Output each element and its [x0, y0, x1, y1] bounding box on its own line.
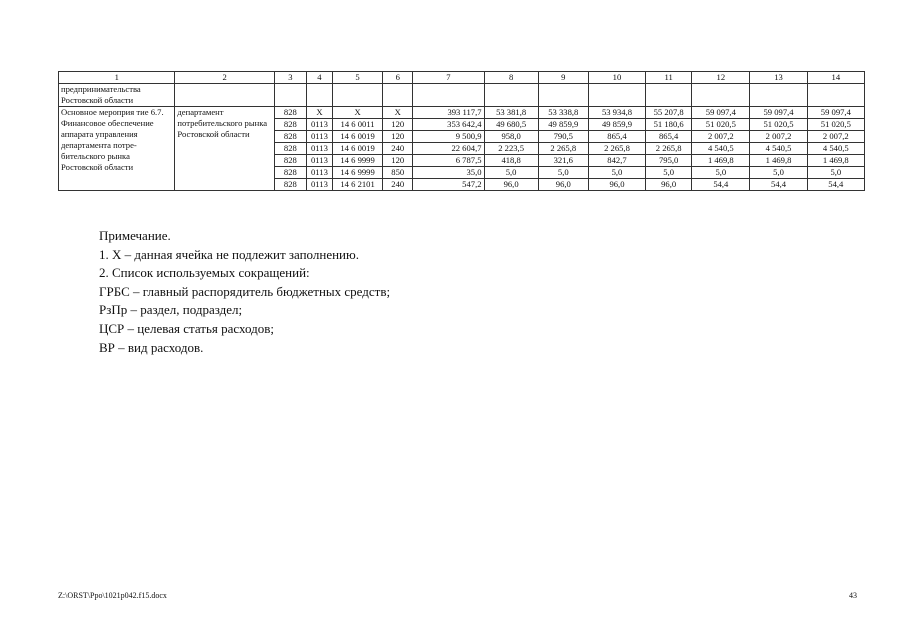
table-cell: 54,4 — [807, 179, 864, 191]
note-line: ГРБС – главный распорядитель бюджетных средств; — [99, 283, 391, 299]
table-cell: 14 6 0019 — [332, 131, 382, 143]
table-cell: 14 6 0019 — [332, 143, 382, 155]
page-number: 43 — [849, 591, 857, 600]
table-cell: 0113 — [306, 179, 332, 191]
table-cell-empty — [646, 84, 692, 107]
column-number-cell: 9 — [538, 72, 588, 84]
table-cell: 2 265,8 — [588, 143, 645, 155]
table-cell: X — [383, 107, 413, 119]
table-cell-empty — [692, 84, 750, 107]
note-line: 2. Список используемых сокращений: — [99, 265, 310, 281]
column-number-cell: 5 — [332, 72, 382, 84]
column-number-cell: 10 — [588, 72, 645, 84]
note-line: ЦСР – целевая статья расходов; — [99, 320, 274, 336]
table-cell-empty — [807, 84, 864, 107]
table-cell: 53 381,8 — [484, 107, 538, 119]
table-cell: 49 680,5 — [484, 119, 538, 131]
table-cell: 0113 — [306, 143, 332, 155]
table-cell: 49 859,9 — [588, 119, 645, 131]
column-number-cell: 8 — [484, 72, 538, 84]
table-cell: 14 6 9999 — [332, 155, 382, 167]
table-cell: 418,8 — [484, 155, 538, 167]
table-row — [59, 107, 865, 119]
table-cell: 828 — [274, 131, 306, 143]
table-cell: 240 — [383, 143, 413, 155]
column-number-cell: 3 — [274, 72, 306, 84]
table-cell: 14 6 0011 — [332, 119, 382, 131]
table-cell: 547,2 — [413, 179, 484, 191]
table-cell: 14 6 9999 — [332, 167, 382, 179]
table-cell: 51 020,5 — [692, 119, 750, 131]
table-cell: 120 — [383, 131, 413, 143]
table-cell: 393 117,7 — [413, 107, 484, 119]
table-cell: 59 097,4 — [807, 107, 864, 119]
table-cell: 828 — [274, 155, 306, 167]
table-cell: 1 469,8 — [750, 155, 807, 167]
table-cell: 828 — [274, 167, 306, 179]
event-name-cell: Основное мероприя тие 6.7. Финансовое обеспечение аппарата управления департамента потре- бительского рынка Ростовской области — [59, 107, 175, 191]
table-cell-empty — [484, 84, 538, 107]
table-cell: 850 — [383, 167, 413, 179]
table-cell: 2 223,5 — [484, 143, 538, 155]
table-cell: 54,4 — [750, 179, 807, 191]
column-number-cell: 14 — [807, 72, 864, 84]
table-cell: 96,0 — [588, 179, 645, 191]
table-cell: 5,0 — [692, 167, 750, 179]
table-cell: 865,4 — [588, 131, 645, 143]
table-cell: 353 642,4 — [413, 119, 484, 131]
table-cell: 96,0 — [538, 179, 588, 191]
table-cell: 795,0 — [646, 155, 692, 167]
table-cell: 828 — [274, 119, 306, 131]
table-cell: 96,0 — [484, 179, 538, 191]
table-cell: 865,4 — [646, 131, 692, 143]
note-line: РзПр – раздел, подраздел; — [99, 302, 243, 318]
note-line: Примечание. — [99, 228, 171, 243]
table-cell: 0113 — [306, 155, 332, 167]
table-cell: 22 604,7 — [413, 143, 484, 155]
table-cell: 59 097,4 — [750, 107, 807, 119]
table-cell: 828 — [274, 107, 306, 119]
table-cell: 35,0 — [413, 167, 484, 179]
table-cell: 5,0 — [538, 167, 588, 179]
table-cell: 4 540,5 — [750, 143, 807, 155]
table-cell: 2 007,2 — [750, 131, 807, 143]
table-cell: 5,0 — [750, 167, 807, 179]
table-cell: 828 — [274, 143, 306, 155]
table-cell: 4 540,5 — [807, 143, 864, 155]
table-cell: X — [306, 107, 332, 119]
note-line: 1. X – данная ячейка не подлежит заполнению. — [99, 246, 359, 262]
table-cell: 5,0 — [646, 167, 692, 179]
column-number-cell: 1 — [59, 72, 175, 84]
table-cell: 51 180,6 — [646, 119, 692, 131]
table-cell-empty — [274, 84, 306, 107]
table-cell: 120 — [383, 155, 413, 167]
table-cell: 14 6 2101 — [332, 179, 382, 191]
executor-cell: департамент потребительского рынка Ростовской области — [175, 107, 274, 191]
table-cell: 0113 — [306, 131, 332, 143]
table-cell: 6 787,5 — [413, 155, 484, 167]
table-cell: 240 — [383, 179, 413, 191]
column-number-cell: 2 — [175, 72, 274, 84]
budget-table — [58, 71, 865, 191]
table-cell: 0113 — [306, 167, 332, 179]
table-cell: 321,6 — [538, 155, 588, 167]
note-line: ВР – вид расходов. — [99, 339, 204, 355]
table-cell: 2 007,2 — [807, 131, 864, 143]
column-number-cell: 12 — [692, 72, 750, 84]
table-cell: 5,0 — [807, 167, 864, 179]
column-number-cell: 6 — [383, 72, 413, 84]
table-cell-text: предпринимательства Ростовской области — [59, 84, 175, 107]
table-cell: 5,0 — [484, 167, 538, 179]
table-cell: 59 097,4 — [692, 107, 750, 119]
table-row — [59, 84, 865, 107]
table-cell: 5,0 — [588, 167, 645, 179]
table-cell: 55 207,8 — [646, 107, 692, 119]
table-cell: 51 020,5 — [750, 119, 807, 131]
column-number-cell: 11 — [646, 72, 692, 84]
table-cell: 120 — [383, 119, 413, 131]
table-cell: 2 265,8 — [538, 143, 588, 155]
table-cell-empty — [538, 84, 588, 107]
table-cell-empty — [588, 84, 645, 107]
table-cell: 96,0 — [646, 179, 692, 191]
table-header-row — [59, 72, 865, 84]
table-cell: 958,0 — [484, 131, 538, 143]
table-cell-empty — [175, 84, 274, 107]
column-number-cell: 7 — [413, 72, 484, 84]
table-cell-empty — [383, 84, 413, 107]
footer-file-path: Z:\ORST\Ppo\1021p042.f15.docx — [58, 591, 167, 600]
table-cell-empty — [413, 84, 484, 107]
table-cell: 2 265,8 — [646, 143, 692, 155]
table-cell: 51 020,5 — [807, 119, 864, 131]
notes-section — [99, 227, 390, 357]
column-number-cell: 13 — [750, 72, 807, 84]
table-cell: X — [332, 107, 382, 119]
table-cell: 4 540,5 — [692, 143, 750, 155]
table-cell: 53 934,8 — [588, 107, 645, 119]
table-cell: 53 338,8 — [538, 107, 588, 119]
table-cell: 790,5 — [538, 131, 588, 143]
table-cell-empty — [332, 84, 382, 107]
table-cell-empty — [750, 84, 807, 107]
table-cell: 1 469,8 — [807, 155, 864, 167]
table-cell: 2 007,2 — [692, 131, 750, 143]
table-cell: 54,4 — [692, 179, 750, 191]
table-cell: 9 500,9 — [413, 131, 484, 143]
table-cell: 0113 — [306, 119, 332, 131]
table-cell: 1 469,8 — [692, 155, 750, 167]
table-cell: 842,7 — [588, 155, 645, 167]
table-cell: 49 859,9 — [538, 119, 588, 131]
table-cell-empty — [306, 84, 332, 107]
table-cell: 828 — [274, 179, 306, 191]
column-number-cell: 4 — [306, 72, 332, 84]
